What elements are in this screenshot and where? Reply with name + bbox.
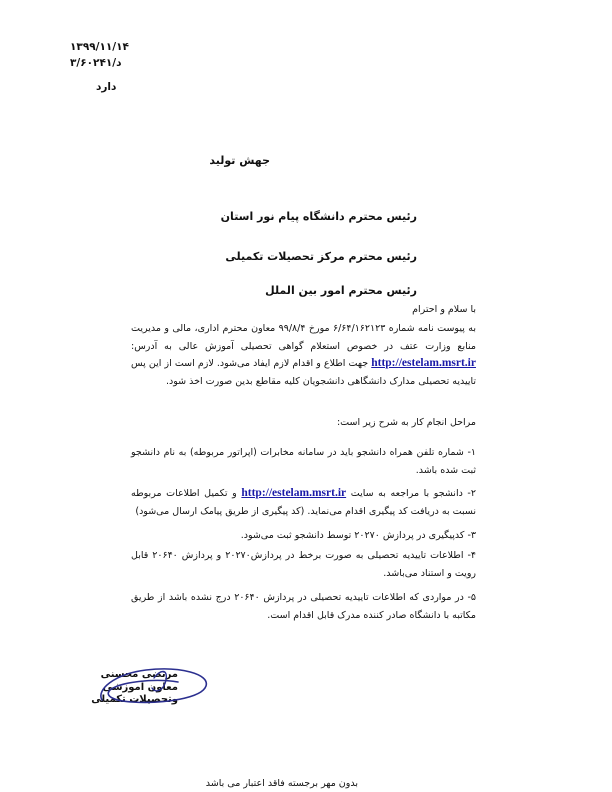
estelam-link[interactable]: http://estelam.msrt.ir — [371, 357, 476, 369]
slogan: جهش تولید — [209, 154, 270, 167]
letter-date: ۱۳۹۹/۱۱/۱۴ — [70, 41, 129, 53]
letter-attachment: دارد — [96, 81, 117, 93]
intro-text-continued: جهت اطلاع و اقدام لازم ایفاد می‌شود. لازم است از این پس تاییدیه تحصیلی مدارک دانشگاهی دانشجویان کلیه مقاطع بدین صورت اخذ شود. — [131, 358, 476, 387]
letter-intro — [131, 320, 476, 390]
addressee-1: رئیس محترم دانشگاه پیام نور استان — [220, 210, 417, 223]
intro-text: به پیوست نامه شماره ۶/۶۴/۱۶۲۱۲۳ مورخ ۹۹/۸/۴ معاون محترم اداری، مالی و مدیریت منابع وزارت عتف در خصوص استعلام گواهی تحصیلی آموزش عالی به آدرس: — [131, 323, 476, 352]
signatory-title-line-2: وتحصیلات تکمیلی — [91, 694, 178, 705]
addressee-2: رئیس محترم مرکز تحصیلات تکمیلی — [225, 250, 417, 263]
step-3: ۳- کدپیگیری در پردازش ۲۰۲۷۰ توسط دانشجو ثبت می‌شود. — [240, 530, 476, 541]
letter-number: د/۳/۶۰۲۴۱ — [70, 57, 122, 69]
signatory-title-line-1: معاون آموزشی — [102, 681, 178, 693]
letter-greeting: با سلام و احترام — [412, 304, 476, 315]
step-2-text: ۲- دانشجو با مراجعه به سایت — [350, 488, 476, 499]
step-4: ۴- اطلاعات تاییدیه تحصیلی به صورت برخط در پردازش۲۰۲۷۰ و پردازش ۲۰۶۴۰ قابل رویت و استناد می‌باشد. — [131, 550, 476, 579]
step-2-text-continued: و تکمیل اطلاعات مربوطه نسبت به دریافت کد پیگیری اقدام می‌نماید. (کد پیگیری از طریق پیامک ارسال می‌شود) — [131, 488, 476, 517]
steps-heading: مراحل انجام کار به شرح زیر است: — [336, 417, 476, 428]
step-2 — [131, 485, 476, 520]
step-1: ۱- شماره تلفن همراه دانشجو باید در سامانه مخابرات (اپراتور مربوطه) به نام دانشجو ثبت شده باشد. — [131, 447, 476, 476]
estelam-link-step-2[interactable]: http://estelam.msrt.ir — [241, 487, 347, 499]
signatory-name: مرتضی محسنی — [100, 669, 178, 680]
step-5: ۵- در مواردی که اطلاعات تاییدیه تحصیلی در پردازش ۲۰۶۴۰ درج نشده باشد از طریق مکاتبه با دانشگاه صادر کننده مدرک قابل اقدام است. — [131, 592, 477, 621]
handwritten-signature — [94, 660, 214, 710]
footer-note: بدون مهر برجسته فاقد اعتبار می باشد — [205, 778, 358, 789]
addressee-3: رئیس محترم امور بین الملل — [265, 284, 417, 297]
